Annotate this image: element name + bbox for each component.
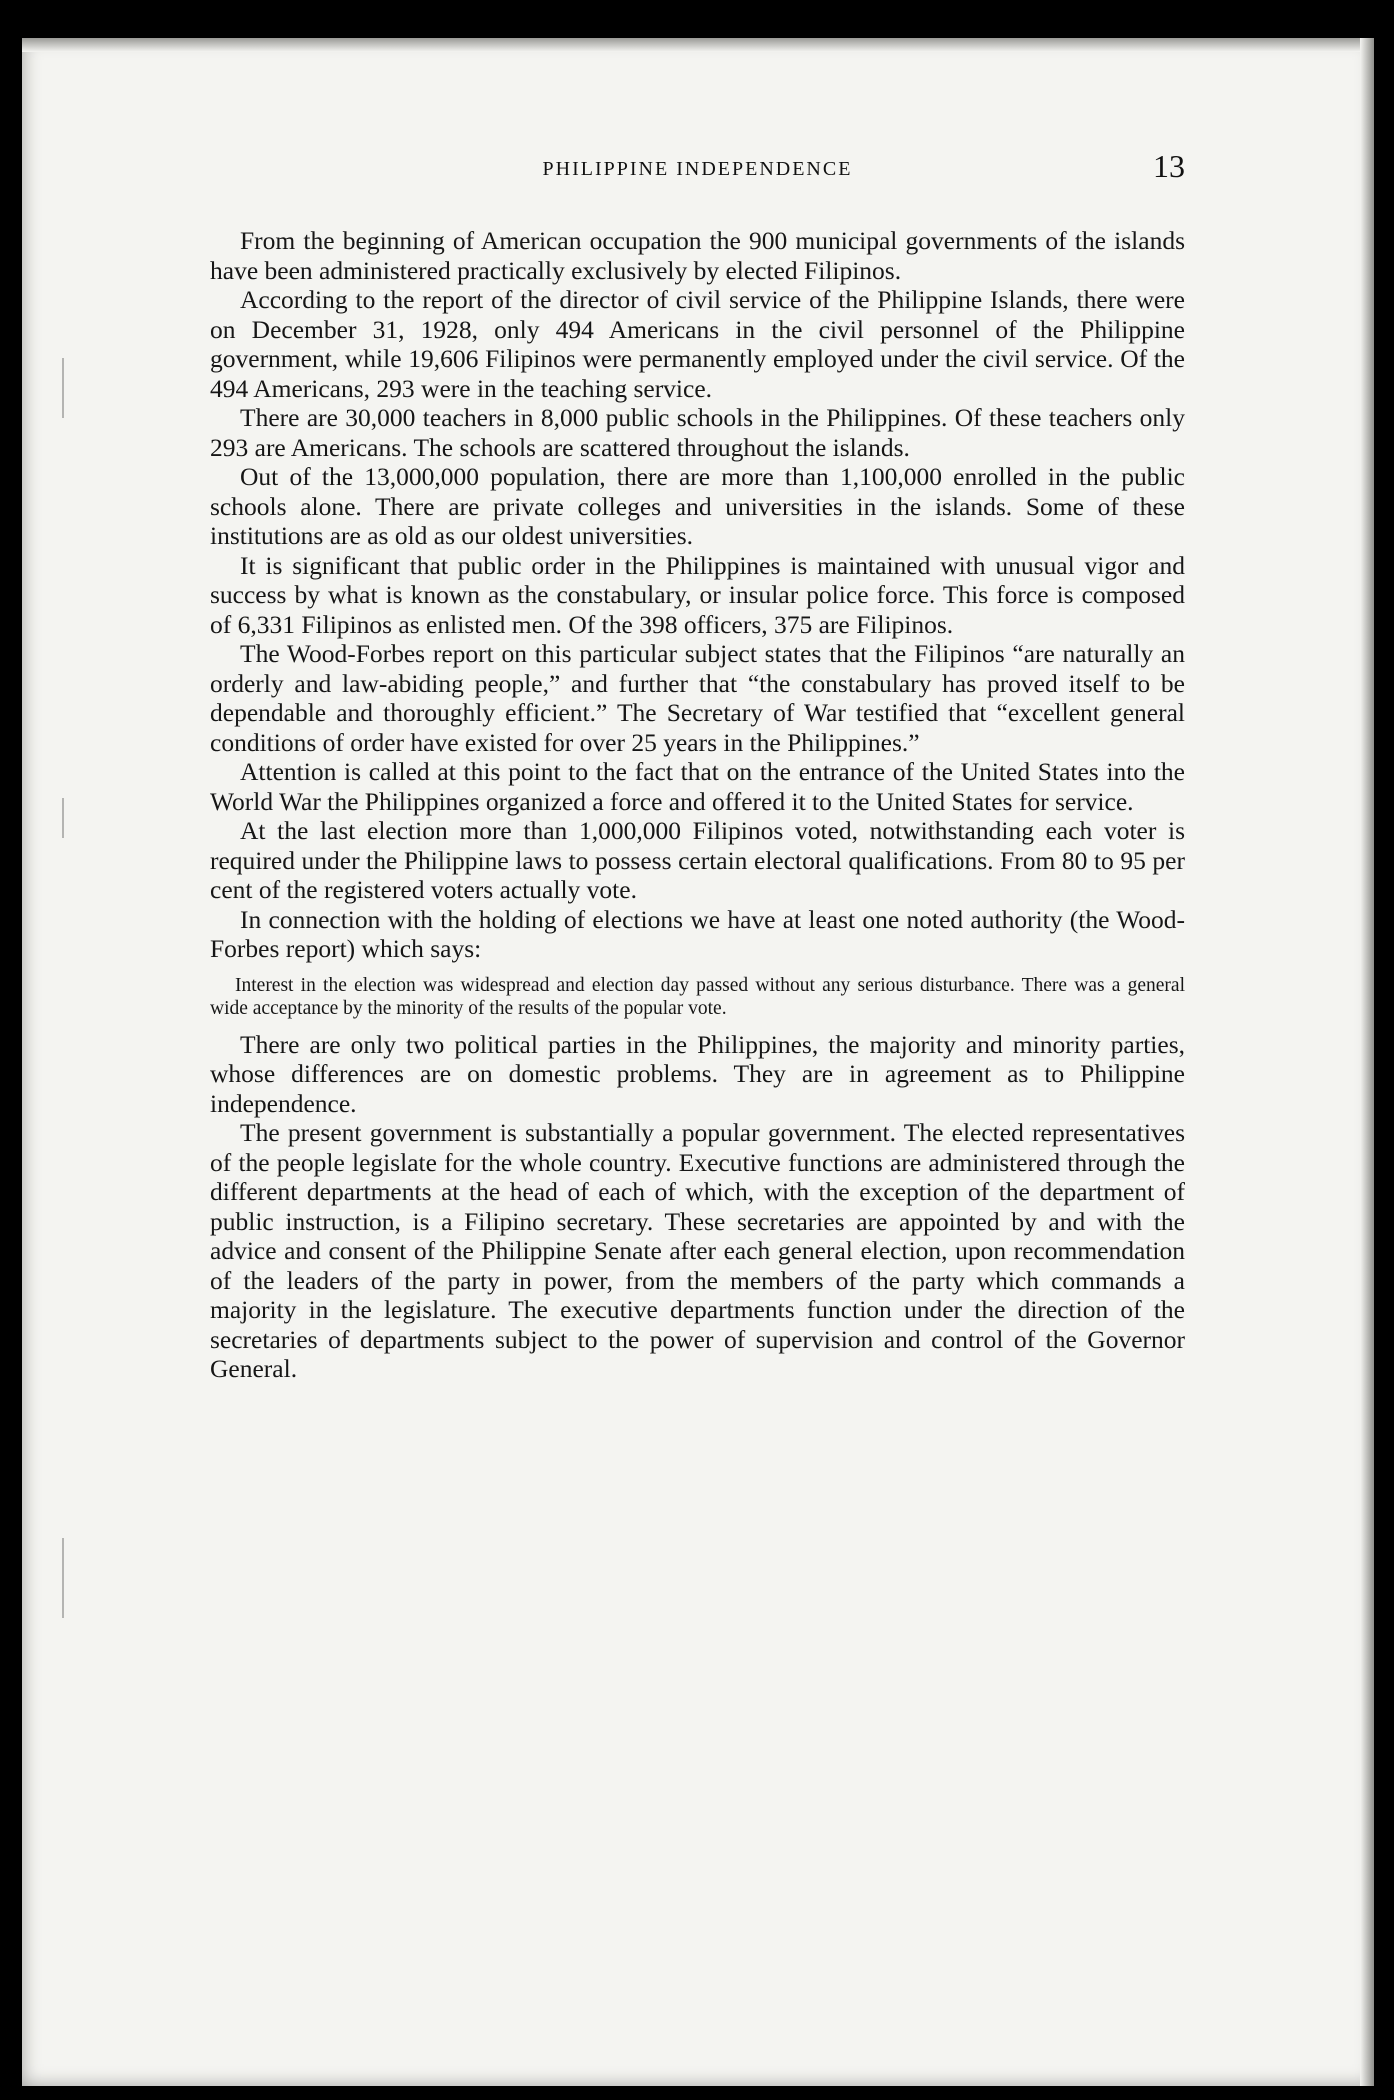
paragraph: The Wood-Forbes report on this particular subject states that the Filipinos “are naturally an orderly and law-abiding people,” and further that “the constabulary has proved itself to be dependable and thoroughly efficient.” The Secretary of War testified that “excellent general conditions of order have existed for over 25 years in the Philippines.”	[210, 639, 1185, 757]
paragraph: The present government is substantially a popular government. The elected representatives of the people legislate for the whole country. Executive functions are administered through the different departments at the head of each of which, with the exception of the department of public instruction, is a Filipino secretary. These secretaries are appointed by and with the advice and consent of the Philippine Senate after each general election, upon recommendation of the leaders of the party in power, from the members of the party which commands a majority in the legislature. The executive departments function under the direction of the secretaries of departments subject to the power of supervision and control of the Governor General.	[210, 1118, 1185, 1383]
page-right-edge	[1360, 38, 1374, 2086]
paragraph: From the beginning of American occupation the 900 municipal governments of the islands have been administered practically exclusively by elected Filipinos.	[210, 226, 1185, 285]
paragraph: There are only two political parties in the Philippines, the majority and minority parties, whose differences are on domestic problems. They are in agreement as to Philippine independence.	[210, 1029, 1185, 1118]
paragraph: There are 30,000 teachers in 8,000 public schools in the Philippines. Of these teachers only 293 are Americans. The schools are scattered throughout the islands.	[210, 403, 1185, 462]
running-title: PHILIPPINE INDEPENDENCE	[542, 158, 853, 180]
page-header	[210, 148, 1185, 188]
block-quote: Interest in the election was widespread and election day passed without any serious disturbance. There was a general wide acceptance by the minority of the results of the popular vote.	[210, 974, 1185, 1019]
paragraph: According to the report of the director of civil service of the Philippine Islands, there were on December 31, 1928, only 494 Americans in the civil personnel of the Philippine government, while 19,606 Filipinos were permanently employed under the civil service. Of the 494 Americans, 293 were in the teaching service.	[210, 285, 1185, 403]
paragraph: It is significant that public order in the Philippines is maintained with unusual vigor and success by what is known as the constabulary, or insular police force. This force is composed of 6,331 Filipinos as enlisted men. Of the 398 officers, 375 are Filipinos.	[210, 550, 1185, 639]
body-text	[210, 226, 1185, 1384]
paragraph: Attention is called at this point to the fact that on the entrance of the United States into the World War the Philippines organized a force and offered it to the United States for service.	[210, 757, 1185, 816]
page-top-edge	[22, 38, 1374, 52]
page-number: 13	[1153, 148, 1185, 184]
margin-mark	[62, 358, 64, 418]
margin-mark	[62, 798, 64, 838]
paragraph: In connection with the holding of elections we have at least one noted authority (the Wood-Forbes report) which says:	[210, 904, 1185, 963]
paragraph: Out of the 13,000,000 population, there are more than 1,100,000 enrolled in the public schools alone. There are private colleges and universities in the islands. Some of these institutions are as old as our oldest universities.	[210, 462, 1185, 550]
paragraph: At the last election more than 1,000,000 Filipinos voted, notwithstanding each voter is required under the Philippine laws to possess certain electoral qualifications. From 80 to 95 per cent of the registered voters actually vote.	[210, 816, 1185, 904]
margin-mark	[62, 1538, 64, 1618]
